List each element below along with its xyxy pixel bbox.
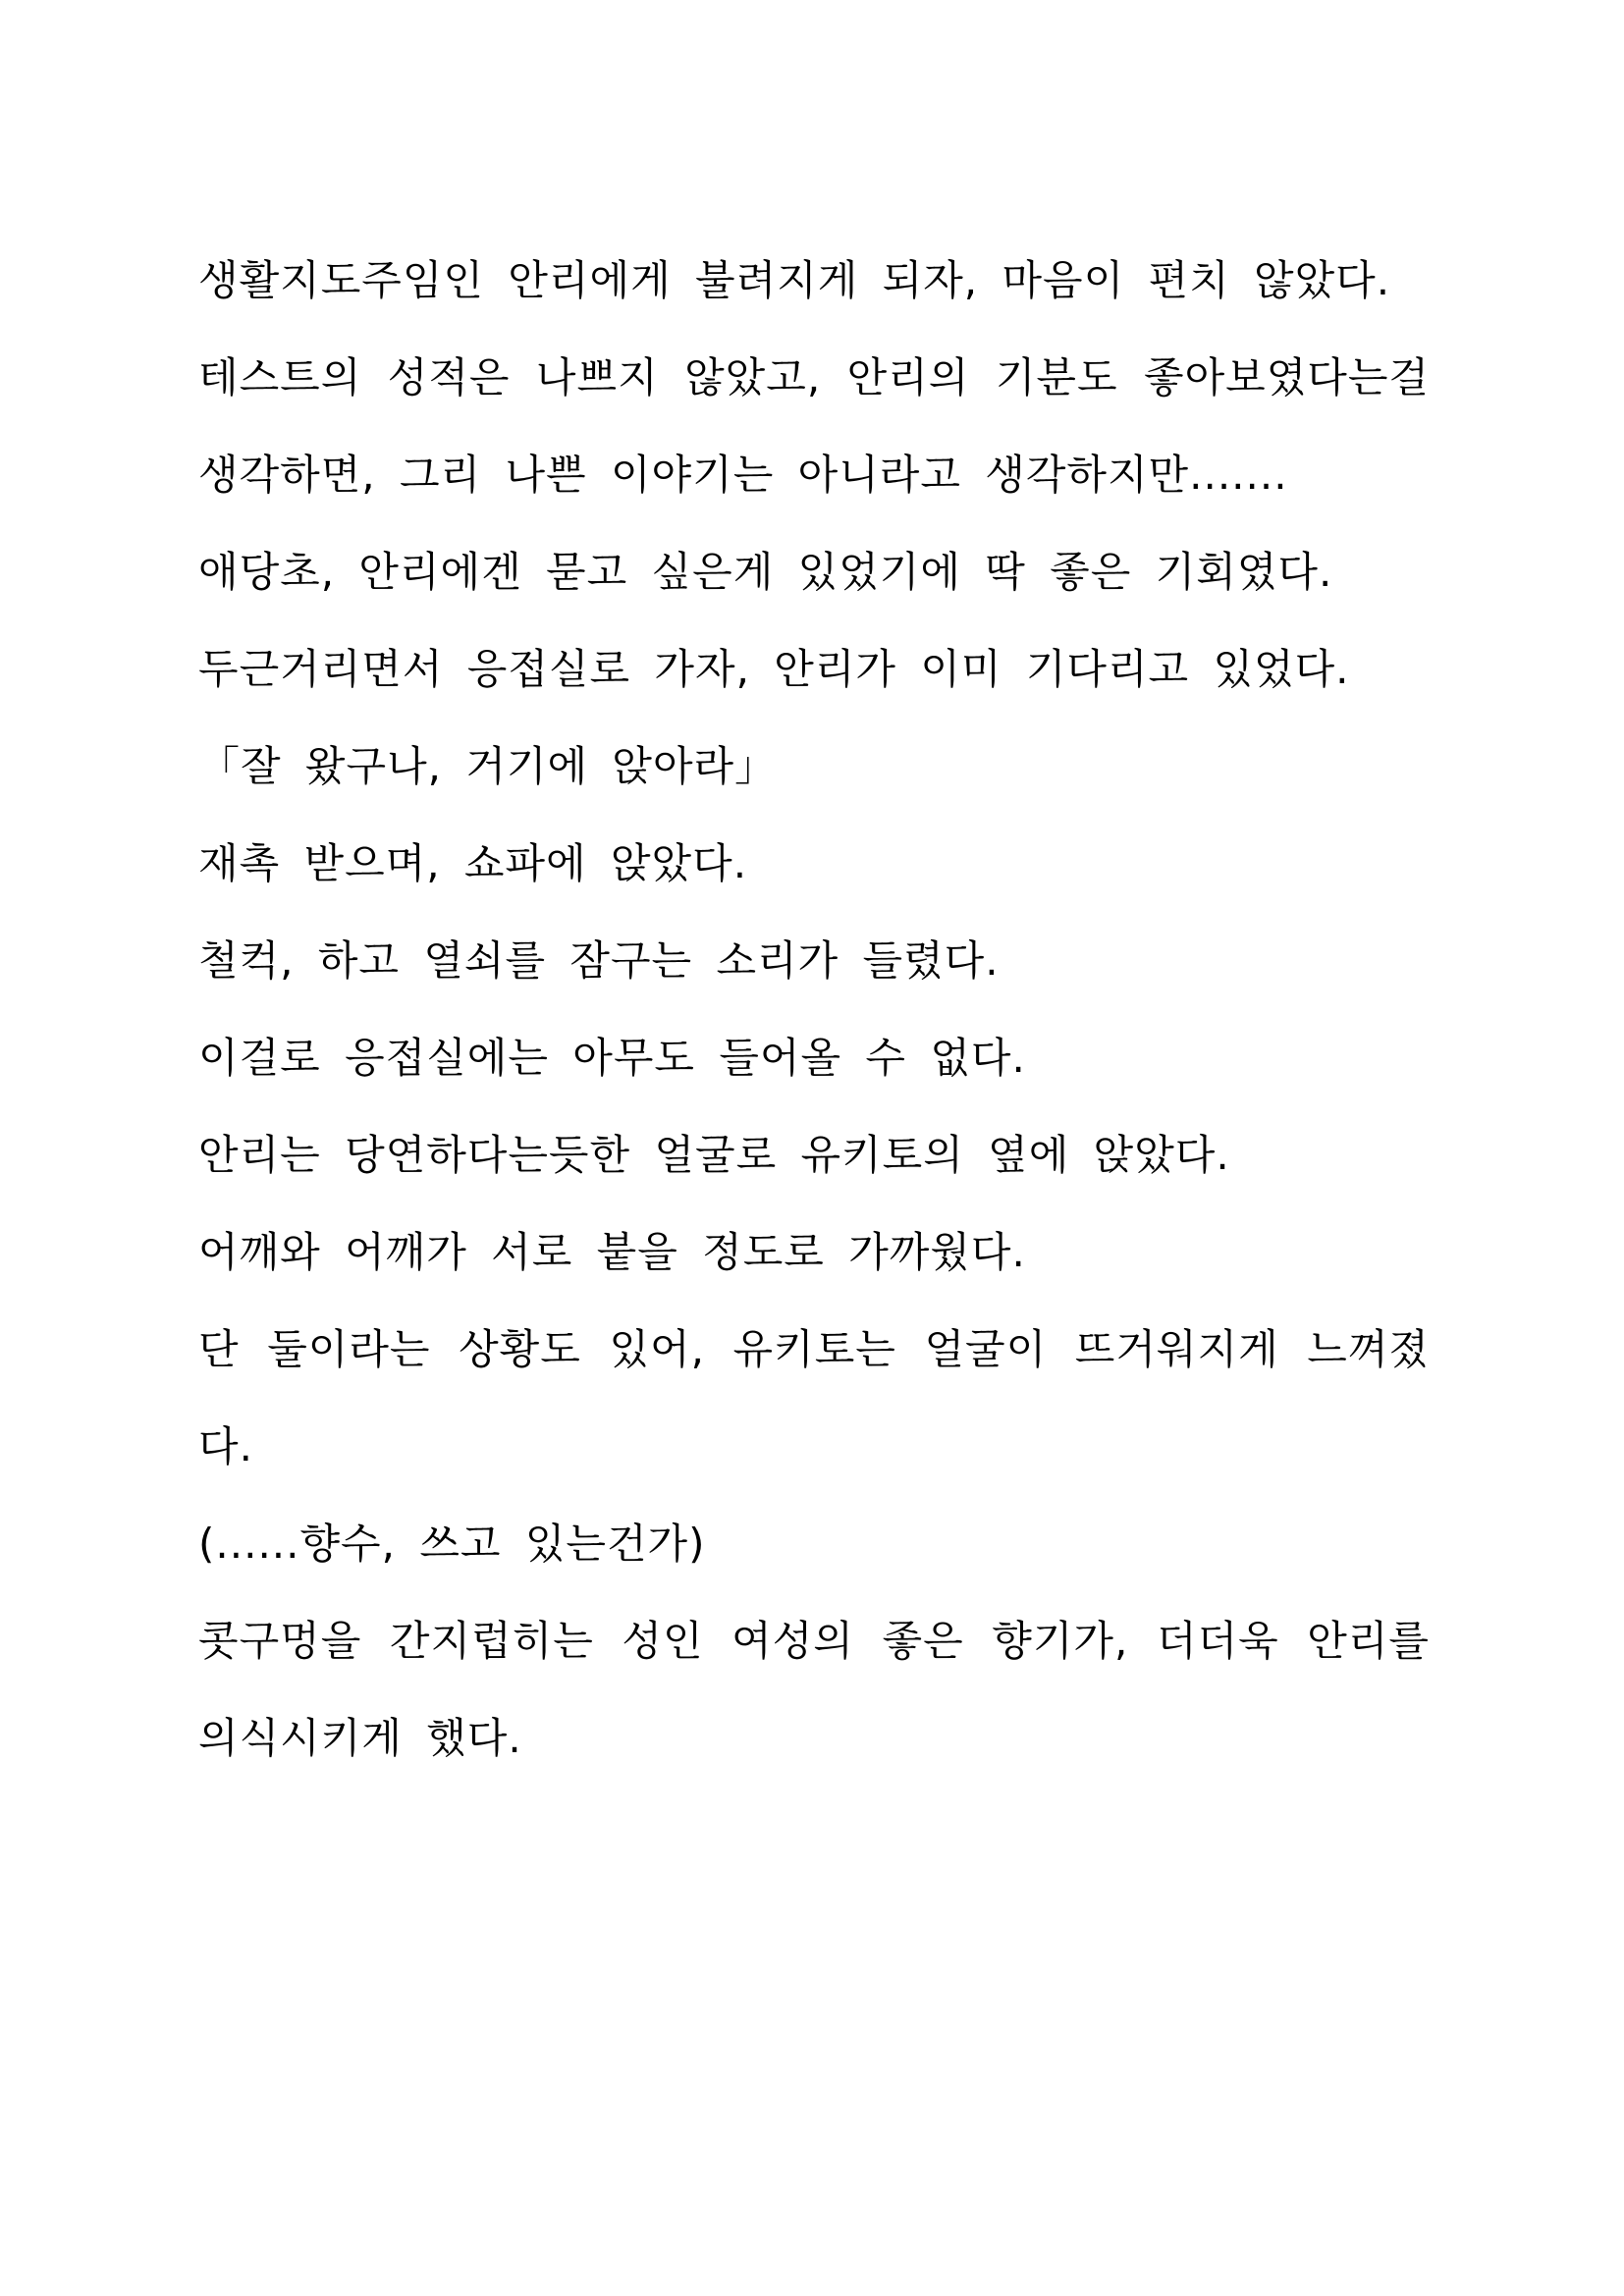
paragraph-11: 단 둘이라는 상황도 있어, 유키토는 얼굴이 뜨거워지게 느껴졌다. <box>198 1325 1430 1470</box>
paragraph-5: 「잘 왔구나, 거기에 앉아라」 <box>198 742 778 790</box>
paragraph-8: 이걸로 응접실에는 아무도 들어올 수 없다. <box>198 1034 1026 1082</box>
paragraph-12: (......향수, 쓰고 있는건가) <box>198 1520 706 1568</box>
paragraph-3: 애당초, 안리에겐 묻고 싶은게 있었기에 딱 좋은 기회였다. <box>198 548 1333 596</box>
paragraph-7: 철컥, 하고 열쇠를 잠구는 소리가 들렸다. <box>198 936 1000 985</box>
paragraph-1: 생활지도주임인 안리에게 불려지게 되자, 마음이 편치 않았다. <box>198 256 1391 304</box>
paragraph-6: 재촉 받으며, 쇼파에 앉았다. <box>198 839 748 887</box>
paragraph-13: 콧구멍을 간지럽히는 성인 여성의 좋은 향기가, 더더욱 안리를 의식시키게 했다. <box>198 1617 1430 1762</box>
paragraph-9: 안리는 당연하다는듯한 얼굴로 유키토의 옆에 앉았다. <box>198 1131 1230 1179</box>
body-text <box>198 232 1430 1787</box>
paragraph-2: 테스트의 성적은 나쁘지 않았고, 안리의 기분도 좋아보였다는걸 생각하면, 그리 나쁜 이야기는 아니라고 생각하지만....... <box>198 353 1430 499</box>
paragraph-4: 두근거리면서 응접실로 가자, 안리가 이미 기다리고 있었다. <box>198 645 1350 693</box>
paragraph-10: 어깨와 어깨가 서로 붙을 정도로 가까웠다. <box>198 1228 1026 1276</box>
